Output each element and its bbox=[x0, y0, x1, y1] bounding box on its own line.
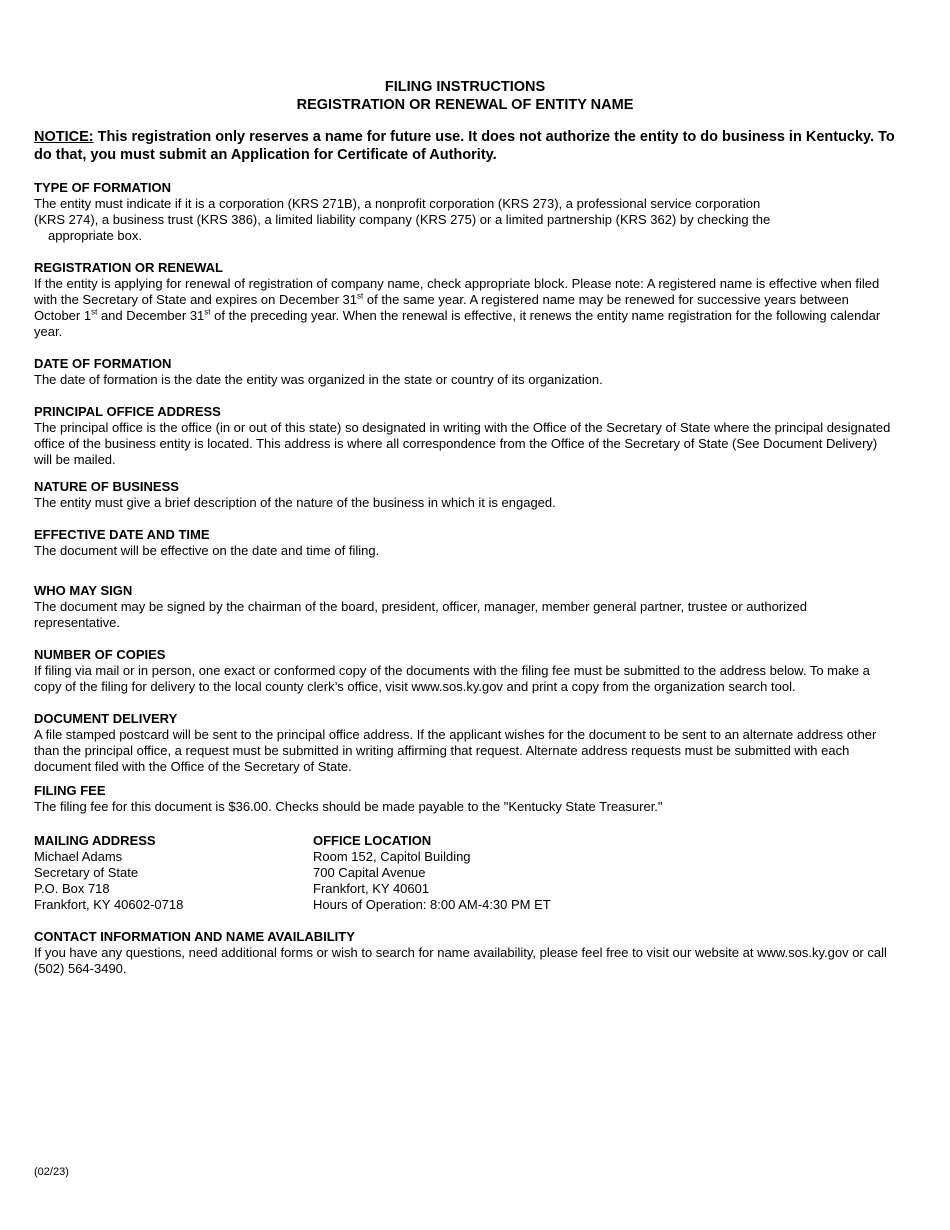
section-text: A file stamped postcard will be sent to the principal office address. If the applicant wishes for the document to be sent to an alternate address other than the principal office, a request must be submitted in writing affirming that request. Alternate address requests must be submitted with each document filed with the Office of the Secretary of State. bbox=[34, 727, 877, 774]
section-heading: TYPE OF FORMATION bbox=[34, 180, 171, 195]
document-title-line1: FILING INSTRUCTIONS bbox=[384, 79, 546, 95]
location-line: 700 Capital Avenue bbox=[313, 865, 426, 880]
section-text: The entity must give a brief description of the nature of the business in which it is engaged. bbox=[34, 495, 556, 510]
section-date-of-formation bbox=[34, 356, 896, 388]
address-line: P.O. Box 718 bbox=[34, 881, 110, 896]
section-text: The filing fee for this document is $36.00. Checks should be made payable to the "Kentucky State Treasurer." bbox=[34, 799, 663, 814]
notice-label: NOTICE: bbox=[34, 129, 94, 145]
section-who-may-sign bbox=[34, 583, 896, 631]
text-run: If the entity is applying for renewal of registration of company name, check appropriate block. Please note: A registered name is effective when filed with the Secretary of State and expires on December 31 bbox=[34, 276, 880, 307]
section-principal-office-address bbox=[34, 404, 896, 468]
document-page bbox=[34, 78, 896, 977]
section-heading: REGISTRATION OR RENEWAL bbox=[34, 260, 223, 275]
section-text: The document may be signed by the chairman of the board, president, officer, manager, member general partner, trustee or authorized representative. bbox=[34, 599, 807, 630]
section-contact-information bbox=[34, 929, 896, 977]
section-text: The date of formation is the date the entity was organized in the state or country of its organization. bbox=[34, 372, 603, 387]
section-text: If filing via mail or in person, one exact or conformed copy of the documents with the filing fee must be submitted to the address below. To make a copy of the filing for delivery to the local county clerk’s office, visit www.sos.ky.gov and print a copy from the organization search tool. bbox=[34, 663, 870, 694]
section-heading: WHO MAY SIGN bbox=[34, 583, 133, 598]
section-document-delivery bbox=[34, 711, 896, 775]
mailing-address-heading: MAILING ADDRESS bbox=[34, 833, 156, 848]
section-heading: NUMBER OF COPIES bbox=[34, 647, 166, 662]
section-heading: FILING FEE bbox=[34, 783, 106, 798]
location-line: Frankfort, KY 40601 bbox=[313, 881, 430, 896]
section-nature-of-business bbox=[34, 479, 896, 511]
text-run: and December 31 bbox=[97, 308, 205, 323]
section-heading: PRINCIPAL OFFICE ADDRESS bbox=[34, 404, 221, 419]
document-title-line2: REGISTRATION OR RENEWAL OF ENTITY NAME bbox=[296, 97, 634, 113]
address-line: Secretary of State bbox=[34, 865, 139, 880]
section-heading: EFFECTIVE DATE AND TIME bbox=[34, 527, 210, 542]
revision-date: (02/23) bbox=[34, 1166, 69, 1178]
section-text: If you have any questions, need additional forms or wish to search for name availability, please feel free to visit our website at www.sos.ky.gov or call (502) 564-3490. bbox=[34, 945, 887, 976]
section-line: (KRS 274), a business trust (KRS 386), a limited liability company (KRS 275) or a limited partnership (KRS 362) by checking the bbox=[34, 212, 771, 227]
section-line: The entity must indicate if it is a corporation (KRS 271B), a nonprofit corporation (KRS 273), a professional service corporation bbox=[34, 196, 761, 211]
location-line: Hours of Operation: 8:00 AM-4:30 PM ET bbox=[313, 897, 551, 912]
section-text bbox=[34, 276, 896, 340]
section-type-of-formation bbox=[34, 180, 896, 244]
address-line: Michael Adams bbox=[34, 849, 123, 864]
section-effective-date bbox=[34, 527, 896, 559]
office-location bbox=[313, 833, 551, 913]
text-run: of the preceding year. When the renewal is effective, it renews the entity name registration for the following calendar year. bbox=[34, 308, 881, 339]
location-line: Room 152, Capitol Building bbox=[313, 849, 471, 864]
text-run: of the same year. A registered name may be renewed for successive years between October 1 bbox=[34, 292, 849, 323]
section-text: The document will be effective on the date and time of filing. bbox=[34, 543, 380, 558]
superscript: st bbox=[204, 307, 211, 317]
address-line: Frankfort, KY 40602-0718 bbox=[34, 897, 184, 912]
mailing-address bbox=[34, 833, 313, 913]
section-heading: DOCUMENT DELIVERY bbox=[34, 711, 178, 726]
section-line: appropriate box. bbox=[48, 228, 142, 243]
notice bbox=[34, 128, 896, 164]
office-location-heading: OFFICE LOCATION bbox=[313, 833, 432, 848]
section-heading: NATURE OF BUSINESS bbox=[34, 479, 179, 494]
superscript: st bbox=[357, 291, 364, 301]
section-number-of-copies bbox=[34, 647, 896, 695]
notice-text: This registration only reserves a name for future use. It does not authorize the entity to do business in Kentucky. To do that, you must submit an Application for Certificate of Authority. bbox=[34, 129, 895, 163]
section-heading: DATE OF FORMATION bbox=[34, 356, 172, 371]
address-columns bbox=[34, 833, 896, 913]
section-text: The principal office is the office (in or out of this state) so designated in writing with the Office of the Secretary of State where the principal designated office of the business entity is located. This address is where all correspondence from the Office of the Secretary of State (See Document Delivery) will be mailed. bbox=[34, 420, 891, 467]
section-heading: CONTACT INFORMATION AND NAME AVAILABILITY bbox=[34, 929, 355, 944]
superscript: st bbox=[91, 307, 98, 317]
section-registration-or-renewal bbox=[34, 260, 896, 340]
section-filing-fee bbox=[34, 783, 896, 815]
